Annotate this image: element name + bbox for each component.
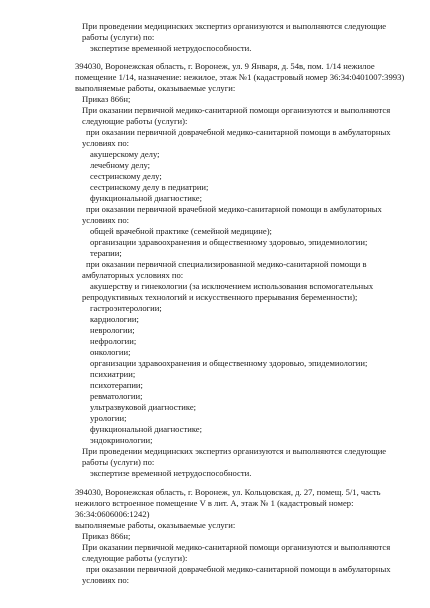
- text-line: при оказании первичной доврачебной медико-санитарной помощи в амбулаторных: [86, 564, 391, 574]
- text-line: помещение 1/14, назначение: нежилое, этаж №1 (кадастровый номер 36:34:0401007:3993): [75, 72, 405, 82]
- text-line: выполняемые работы, оказываемые услуги:: [75, 520, 236, 530]
- text-line: работы (услуги) по:: [82, 457, 155, 467]
- text-line: ультразвуковой диагностике;: [90, 402, 197, 412]
- text-line: общей врачебной практике (семейной медицине);: [90, 226, 272, 236]
- text-line: репродуктивных технологий и искусственного прерывания беременности);: [82, 292, 358, 302]
- text-line: функциональной диагностике;: [90, 193, 203, 203]
- text-line: Приказ 866н;: [82, 94, 131, 104]
- text-line: нежилого встроенное помещение V в лит. А, этаж № 1 (кадастровый номер:: [75, 498, 354, 508]
- text-line: выполняемые работы, оказываемые услуги:: [75, 83, 236, 93]
- text-line: экспертизе временной нетрудоспособности.: [90, 43, 252, 53]
- text-line: психотерапии;: [90, 380, 143, 390]
- text-line: работы (услуги) по:: [82, 32, 155, 42]
- text-line: при оказании первичной специализированной медико-санитарной помощи в: [86, 259, 367, 269]
- text-line: условиях по:: [82, 575, 130, 585]
- text-line: организации здравоохранения и общественному здоровью, эпидемиологии;: [90, 237, 368, 247]
- text-line: эндокринологии;: [90, 435, 153, 445]
- text-line: нефрологии;: [90, 336, 137, 346]
- text-line: при оказании первичной доврачебной медико-санитарной помощи в амбулаторных: [86, 127, 391, 137]
- text-line: следующие работы (услуги):: [82, 553, 188, 563]
- text-line: амбулаторных условиях по:: [82, 270, 184, 280]
- text-line: гастроэнтерологии;: [90, 303, 162, 313]
- text-line: сестринскому делу;: [90, 171, 162, 181]
- text-line: 394030, Воронежская область, г. Воронеж, ул. Кольцовская, д. 27, помещ. 5/1, часть: [75, 487, 381, 497]
- text-line: при оказании первичной врачебной медико-санитарной помощи в амбулаторных: [86, 204, 382, 214]
- text-line: лечебному делу;: [90, 160, 151, 170]
- text-line: следующие работы (услуги):: [82, 116, 188, 126]
- text-line: 36:34:0606006:1242): [75, 509, 150, 519]
- text-line: акушерскому делу;: [90, 149, 160, 159]
- text-line: 394030, Воронежская область, г. Воронеж, ул. 9 Января, д. 54в, пом. 1/14 нежилое: [75, 61, 375, 71]
- text-line: урологии;: [90, 413, 127, 423]
- text-line: акушерству и гинекологии (за исключением использования вспомогательных: [90, 281, 374, 291]
- text-line: онкологии;: [90, 347, 131, 357]
- text-line: терапии;: [90, 248, 122, 258]
- text-line: При проведении медицинских экспертиз организуются и выполняются следующие: [82, 21, 387, 31]
- text-line: экспертизе временной нетрудоспособности.: [90, 468, 252, 478]
- text-line: функциональной диагностике;: [90, 424, 203, 434]
- text-line: сестринскому делу в педиатрии;: [90, 182, 209, 192]
- text-line: При проведении медицинских экспертиз организуются и выполняются следующие: [82, 446, 387, 456]
- text-line: кардиологии;: [90, 314, 139, 324]
- text-line: При оказании первичной медико-санитарной помощи организуются и выполняются: [82, 542, 391, 552]
- text-line: неврологии;: [90, 325, 135, 335]
- text-line: При оказании первичной медико-санитарной помощи организуются и выполняются: [82, 105, 391, 115]
- text-line: условиях по:: [82, 215, 130, 225]
- text-line: ревматологии;: [90, 391, 143, 401]
- text-line: Приказ 866н;: [82, 531, 131, 541]
- text-line: психиатрии;: [90, 369, 136, 379]
- text-line: организации здравоохранения и общественному здоровью, эпидемиологии;: [90, 358, 368, 368]
- text-line: условиях по:: [82, 138, 130, 148]
